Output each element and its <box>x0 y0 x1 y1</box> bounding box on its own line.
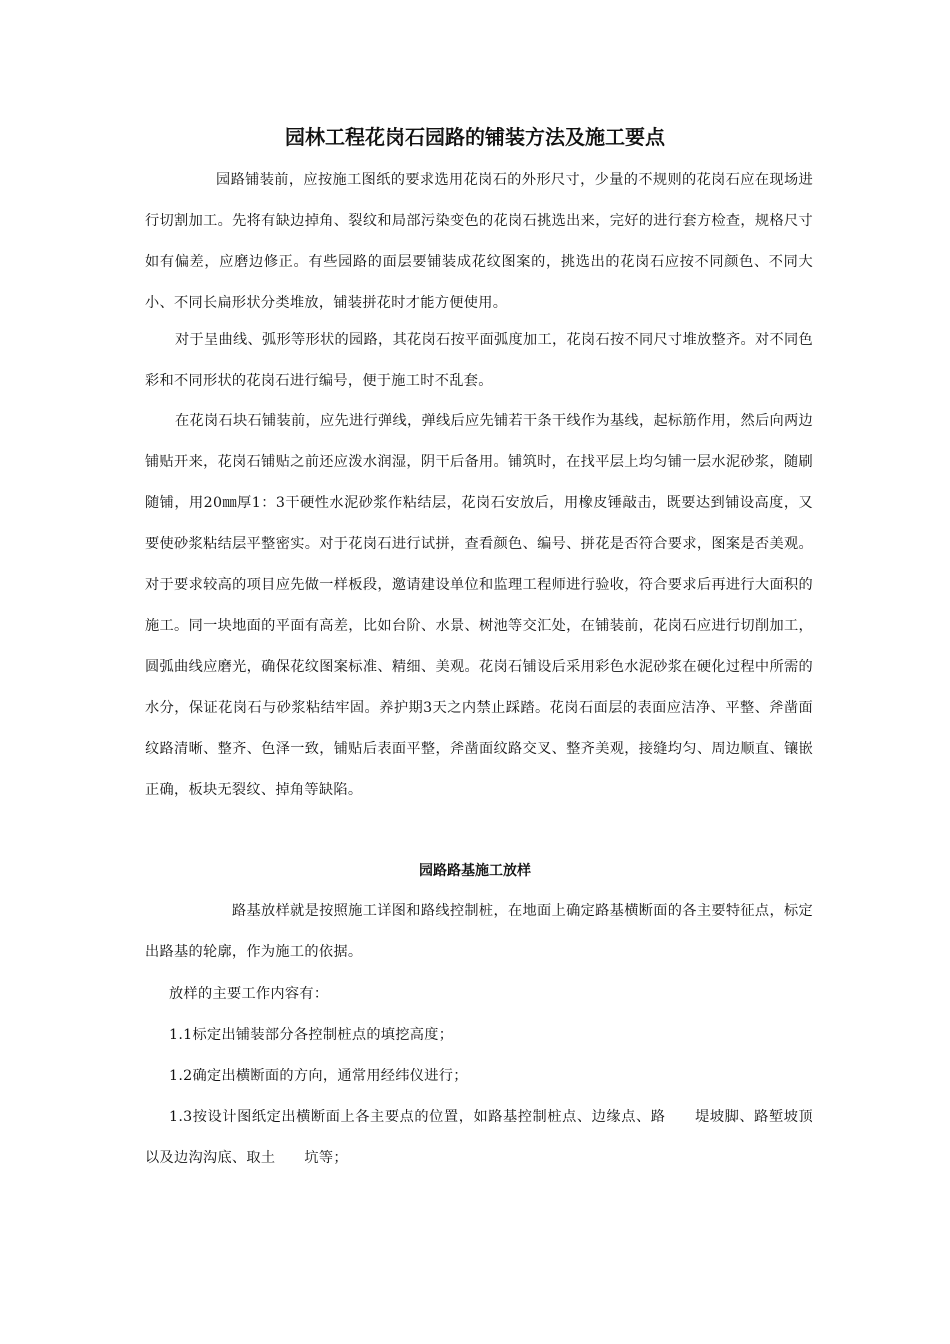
document-title: 园林工程花岗石园路的铺装方法及施工要点 <box>285 125 665 149</box>
list-item-1-3: 1.3按设计图纸定出横断面上各主要点的位置，如路基控制桩点、边缘点、路 堤坡脚、路堑坡顶以及边沟沟底、取土 坑等； <box>145 1109 813 1166</box>
paragraph-staking-tasks-intro: 放样的主要工作内容有： <box>169 986 329 1002</box>
section-title: 园路路基施工放样 <box>419 863 531 879</box>
list-item-1-1: 1.1标定出铺装部分各控制桩点的填挖高度； <box>169 1027 454 1043</box>
list-item-1-2: 1.2确定出横断面的方向，通常用经纬仪进行； <box>169 1068 468 1084</box>
paragraph-staking-definition: 路基放样就是按照施工详图和路线控制桩，在地面上确定路基横断面的各主要特征点，标定出路基的轮廓，作为施工的依据。 <box>145 903 813 960</box>
paragraph-preparation: 园路铺装前，应按施工图纸的要求选用花岗石的外形尺寸，少量的不规则的花岗石应在现场进行切割加工。先将有缺边掉角、裂纹和局部污染变色的花岗石挑选出来，完好的进行套方检查，规格尺寸如有偏差，应磨边修正。有些园路的面层要铺装成花纹图案的，挑选出的花岗石应按不同颜色、不同大小、不同长扁形状分类堆放，铺装拼花时才能方便使用。 <box>145 172 813 311</box>
paragraph-curved-paths: 对于呈曲线、弧形等形状的园路，其花岗石按平面弧度加工，花岗石按不同尺寸堆放整齐。对不同色彩和不同形状的花岗石进行编号，便于施工时不乱套。 <box>145 332 813 389</box>
paragraph-laying-process: 在花岗石块石铺装前，应先进行弹线，弹线后应先铺若干条干线作为基线，起标筋作用，然后向两边铺贴开来，花岗石铺贴之前还应泼水润湿，阴干后备用。铺筑时，在找平层上均匀铺一层水泥砂浆，随刷随铺，用20㎜厚1：3干硬性水泥砂浆作粘结层，花岗石安放后，用橡皮锤敲击，既要达到铺设高度，又要使砂浆粘结层平整密实。对于花岗石进行试拼，查看颜色、编号、拼花是否符合要求，图案是否美观。对于要求较高的项目应先做一样板段，邀请建设单位和监理工程师进行验收，符合要求后再进行大面积的施工。同一块地面的平面有高差，比如台阶、水景、树池等交汇处，在铺装前，花岗石应进行切削加工，圆弧曲线应磨光，确保花纹图案标准、精细、美观。花岗石铺设后采用彩色水泥砂浆在硬化过程中所需的水分，保证花岗石与砂浆粘结牢固。养护期3天之内禁止踩踏。花岗石面层的表面应洁净、平整、斧凿面纹路清晰、整齐、色泽一致，铺贴后表面平整，斧凿面纹路交叉、整齐美观，接缝均匀、周边顺直、镶嵌正确，板块无裂纹、掉角等缺陷。 <box>145 413 813 798</box>
